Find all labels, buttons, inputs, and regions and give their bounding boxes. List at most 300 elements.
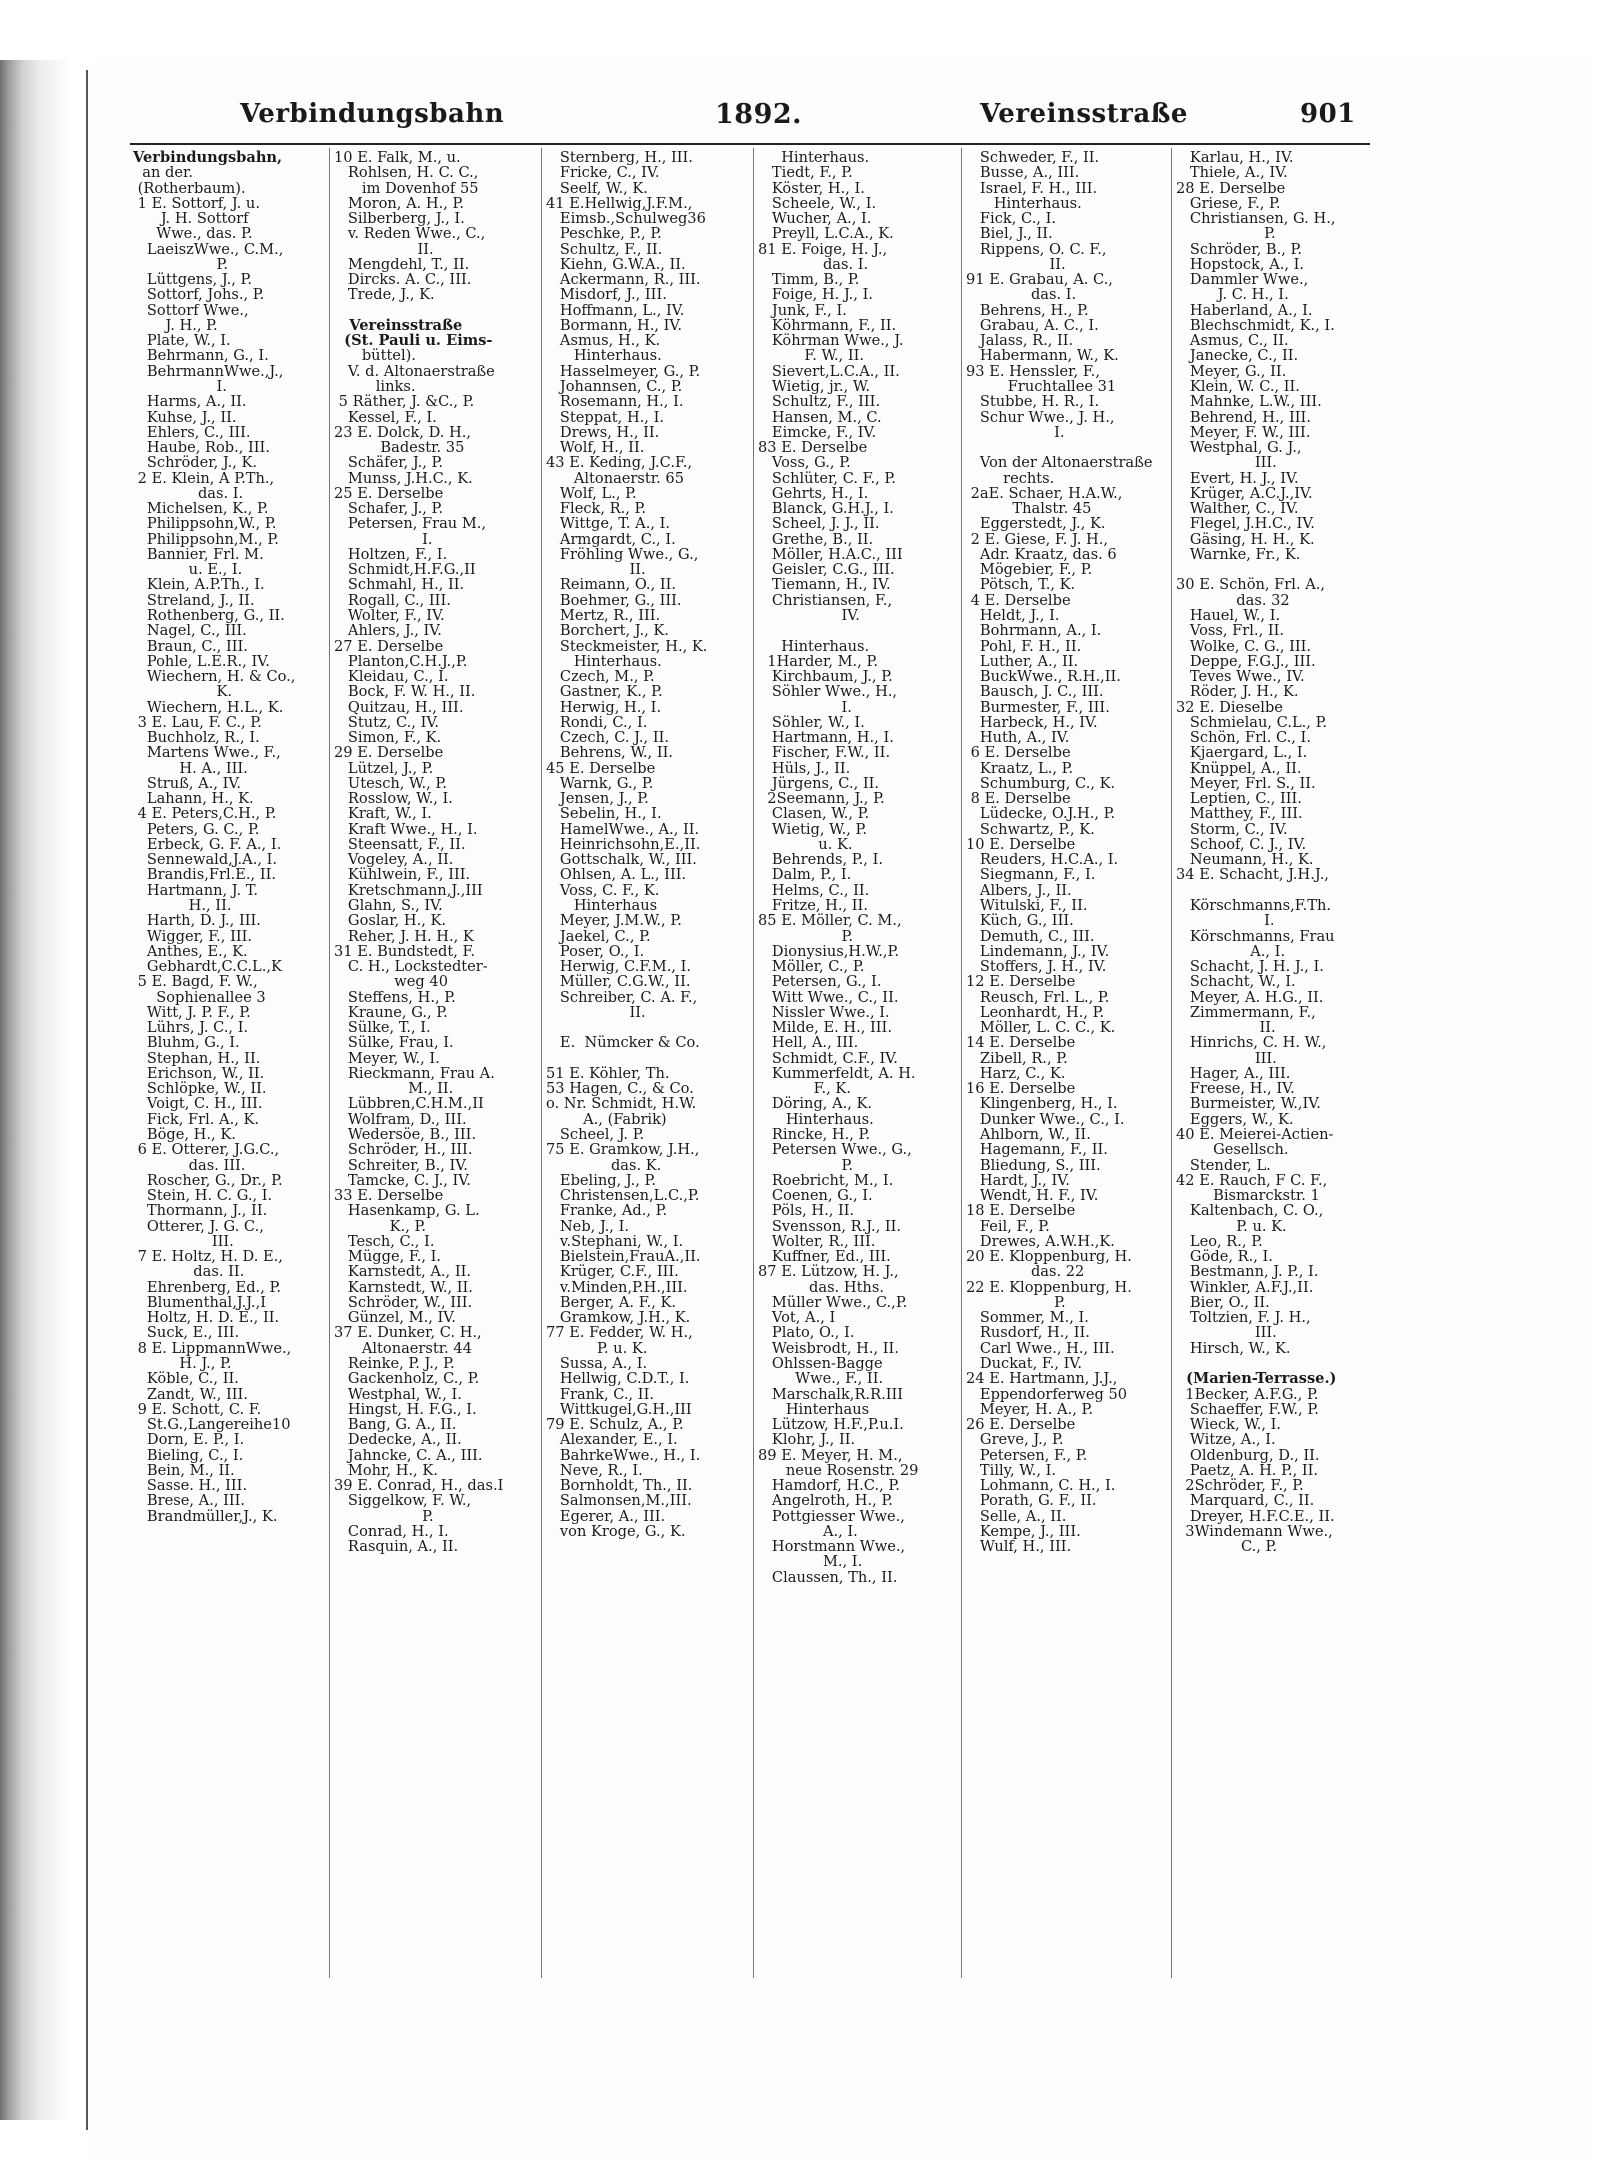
directory-line: das. I. (758, 255, 869, 273)
directory-line: Stubbe, H. R., I. (966, 393, 1100, 411)
directory-line: Meyer, F. W., III. (1176, 423, 1311, 441)
directory-line: 33 E. Derselbe (334, 1187, 444, 1205)
directory-line: Petersen Wwe., G., (758, 1141, 912, 1159)
directory-line: Badestr. 35 (334, 439, 465, 457)
directory-line: Hinterhaus. (758, 637, 870, 655)
directory-line: II. (1176, 1019, 1276, 1037)
directory-line: Borchert, J., K. (546, 622, 669, 640)
directory-line: Kraft Wwe., H., I. (334, 820, 478, 838)
directory-line: 91 E. Grabau, A. C., (966, 271, 1113, 289)
directory-line: Schafer, J., P. (334, 500, 444, 518)
directory-line: Meyer, W., I. (334, 1049, 440, 1067)
directory-line: 89 E. Meyer, H. M., (758, 1446, 903, 1464)
directory-line (546, 1051, 734, 1066)
directory-line: Thalstr. 45 (966, 500, 1092, 518)
directory-line: Sülke, T., I. (334, 1019, 431, 1037)
directory-line: Wolter, F., IV. (334, 606, 445, 624)
directory-line: Pöls, H., II. (758, 1202, 855, 1220)
directory-line: Hinterhaus. (966, 194, 1082, 212)
directory-line: Quitzau, H., III. (334, 698, 464, 716)
directory-line: Simon, F., K. (334, 729, 442, 747)
directory-line: Rohlsen, H. C. C., (334, 164, 479, 182)
directory-line: F., K. (758, 1080, 851, 1098)
directory-line: Reuders, H.C.A., I. (966, 851, 1119, 869)
directory-line: 53 Hagen, C., & Co. (546, 1080, 694, 1098)
directory-line: Wolter, R., III. (758, 1232, 876, 1250)
directory-line: Deppe, F.G.J., III. (1176, 652, 1316, 670)
directory-line: 41 E.Hellwig,J.F.M., (546, 194, 693, 212)
directory-line: Armgardt, C., I. (546, 530, 676, 548)
directory-line: Günzel, M., IV. (334, 1309, 456, 1327)
directory-line: Wigger, F., III. (133, 927, 252, 945)
directory-line: Krüger, A.C.J.,IV. (1176, 484, 1313, 502)
directory-line: Salmonsen,M.,III. (546, 1492, 692, 1510)
directory-line: 23 E. Dolck, D. H., (334, 423, 472, 441)
directory-line: Pohl, F. H., II. (966, 637, 1082, 655)
directory-line: BuckWwe., R.H.,II. (966, 668, 1121, 686)
directory-line: Kraft, W., I. (334, 805, 432, 823)
directory-line: Köble, C., II. (133, 1370, 239, 1388)
directory-line: Feil, F., P. (966, 1217, 1050, 1235)
directory-line: Scheele, W., I. (758, 194, 877, 212)
directory-line: Harbeck, H., IV. (966, 713, 1098, 731)
directory-line: Gehrts, H., I. (758, 484, 869, 502)
directory-line: Braun, C., III. (133, 637, 248, 655)
directory-line: 31 E. Bundstedt, F. (334, 942, 475, 960)
directory-line: 37 E. Dunker, C. H., (334, 1324, 482, 1342)
directory-line: M., II. (334, 1080, 454, 1098)
column-divider (961, 148, 962, 1978)
directory-line: Selle, A., II. (966, 1507, 1067, 1525)
directory-line: Sennewald,J.A., I. (133, 851, 278, 869)
directory-line: Sophienallee 3 (133, 988, 266, 1006)
directory-line: Von der Altonaerstraße (966, 454, 1153, 472)
directory-line: Neb, J., I. (546, 1217, 629, 1235)
directory-line: Bormann, H., IV. (546, 316, 683, 334)
directory-line: Kraatz, L., P. (966, 759, 1074, 777)
directory-line: Göde, R., I. (1176, 1248, 1273, 1266)
directory-line: Hansen, M., C. (758, 408, 882, 426)
directory-line: Roscher, G., Dr., P. (133, 1171, 283, 1189)
directory-line: Neve, R., I. (546, 1461, 643, 1479)
directory-line: Jalass, R., II. (966, 332, 1074, 350)
column-3 (546, 150, 734, 1980)
directory-line: Marschalk,R.R.III (758, 1385, 903, 1403)
directory-line: Clasen, W., P. (758, 805, 870, 823)
directory-line: Geisler, C.G., III. (758, 561, 895, 579)
directory-line: Plate, W., I. (133, 332, 231, 350)
directory-line: Dorn, E. P., I. (133, 1431, 245, 1449)
directory-line: Peschke, P., P. (546, 225, 662, 243)
directory-line: Dammler Wwe., (1176, 271, 1309, 289)
directory-line: Dionysius,H.W.,P. (758, 942, 899, 960)
directory-line: C., P. (1176, 1538, 1278, 1556)
directory-line: Schröder, H., III. (334, 1141, 473, 1159)
directory-line: Habermann, W., K. (966, 347, 1119, 365)
directory-line: Böge, H., K. (133, 1126, 236, 1143)
directory-line: Vot, A., I (758, 1309, 836, 1327)
directory-line: Eimsb.,Schulweg36 (546, 210, 706, 228)
directory-line: Kretschmann,J.,III (334, 881, 483, 899)
directory-line: Kjaergard, L., I. (1176, 744, 1308, 762)
directory-line: Claussen, Th., II. (758, 1568, 898, 1586)
directory-line: Reinke, P. J., P. (334, 1354, 455, 1372)
directory-line: HamelWwe., A., II. (546, 820, 700, 838)
directory-line: Leonhardt, H., P. (966, 1003, 1105, 1021)
directory-line: Blechschmidt, K., I. (1176, 316, 1335, 334)
header-year: 1892. (715, 99, 803, 130)
directory-line: Altonaerstr. 65 (546, 469, 684, 487)
directory-line: P. (758, 927, 854, 945)
directory-line: Horstmann Wwe., (758, 1538, 906, 1556)
directory-line: Schreiber, C. A. F., (546, 988, 698, 1006)
directory-line: Kuhse, J., II. (133, 408, 237, 426)
directory-line: Streland, J., II. (133, 591, 255, 609)
directory-line: Herwig, H., I. (546, 698, 662, 716)
directory-line: F. W., II. (758, 347, 865, 365)
directory-line: Blanck, G.H.J., I. (758, 500, 894, 518)
directory-line: 7 E. Holtz, H. D. E., (133, 1248, 283, 1266)
directory-line: 4 E. Peters,C.H., P. (133, 805, 277, 823)
directory-line: II. (546, 561, 646, 579)
header-page-number: 901 (1300, 99, 1356, 129)
directory-line: neue Rosenstr. 29 (758, 1461, 919, 1479)
directory-line: Brandis,Frl.E., II. (133, 866, 277, 884)
directory-line: Ahlers, J., IV. (334, 622, 442, 640)
directory-line: Erichson, W., II. (133, 1064, 265, 1082)
directory-line: Pottgiesser Wwe., (758, 1507, 905, 1525)
directory-line: 24 E. Hartmann, J.J., (966, 1370, 1118, 1388)
directory-line: Stender, L. (1176, 1156, 1271, 1174)
directory-line: Kirchbaum, J., P. (758, 668, 893, 686)
directory-line: Hamdorf, H.C., P. (758, 1477, 900, 1495)
directory-line: Röder, J. H., K. (1176, 683, 1299, 701)
directory-line: Voss, Frl., II. (1176, 622, 1285, 640)
directory-line: Fick, C., I. (966, 210, 1056, 228)
directory-line: 1Harder, M., P. (758, 652, 878, 670)
directory-line: Dedecke, A., II. (334, 1431, 462, 1449)
directory-line: Thiele, A., IV. (1176, 164, 1288, 182)
directory-line: Bieling, C., I. (133, 1446, 244, 1464)
directory-line: Meyer, A. H.G., II. (1176, 988, 1324, 1006)
directory-line: P. (758, 1156, 854, 1174)
column-4 (758, 150, 946, 1980)
directory-line: Seelf, W., K. (546, 179, 648, 197)
directory-line: Pohle, L.E.R., IV. (133, 652, 270, 670)
directory-line: Fischer, F.W., II. (758, 744, 891, 762)
directory-line: Bannier, Frl. M. (133, 545, 264, 563)
directory-line: Schoof, C. J., IV. (1176, 835, 1307, 853)
directory-line: C. H., Lockstedter- (334, 958, 488, 976)
directory-line: Reimann, O., II. (546, 576, 677, 594)
directory-line: 12 E. Derselbe (966, 973, 1076, 991)
directory-line: Hoffmann, L., IV. (546, 301, 685, 319)
directory-line: II. (334, 240, 434, 258)
directory-line: das. 32 (1176, 591, 1290, 609)
directory-line: 43 E. Keding, J.C.F., (546, 454, 693, 472)
directory-line: Poser, O., I. (546, 942, 645, 960)
directory-line: Bornholdt, Th., II. (546, 1477, 693, 1495)
directory-line: Witt Wwe., C., II. (758, 988, 899, 1006)
directory-line: Struß, A., IV. (133, 774, 242, 792)
directory-line: 8 E. LippmannWwe., (133, 1339, 292, 1357)
directory-line: Dircks. A. C., III. (334, 271, 472, 289)
directory-line: Ehlers, C., III. (133, 423, 251, 441)
directory-line: Meyer, Frl. S., II. (1176, 774, 1316, 792)
directory-line: Sottorf Wwe., (133, 301, 249, 319)
directory-line: Sottorf, Johs., P. (133, 286, 265, 304)
directory-line: Grabau, A. C., I. (966, 316, 1099, 334)
directory-line: Voss, G., P. (758, 454, 851, 472)
directory-line: J. C. H., I. (1176, 286, 1289, 304)
directory-line: Ebeling, J., P. (546, 1171, 657, 1189)
directory-line: Wolf, H., II. (546, 439, 645, 457)
directory-line: das. Hths. (758, 1278, 884, 1296)
directory-line (546, 1020, 734, 1035)
directory-line: Bestmann, J. P., I. (1176, 1263, 1319, 1281)
directory-line: Westphal, W., I. (334, 1385, 462, 1403)
directory-line: Rincke, H., P. (758, 1126, 871, 1143)
directory-line: Wucher, A., I. (758, 210, 872, 228)
directory-line: Duckat, F., IV. (966, 1354, 1083, 1372)
directory-line: Hartmann, J. T. (133, 881, 259, 899)
directory-line: Preyll, L.C.A., K. (758, 225, 894, 243)
directory-line: 51 E. Köhler, Th. (546, 1064, 670, 1082)
directory-line: Conrad, H., I. (334, 1522, 449, 1540)
directory-line: Planton,C.H.J.,P. (334, 652, 468, 670)
column-2 (334, 150, 522, 1980)
directory-line: 77 E. Fedder, W. H., (546, 1324, 693, 1342)
directory-line: Jaekel, C., P. (546, 927, 651, 945)
directory-line: Tiemann, H., IV. (758, 576, 891, 594)
directory-line: I. (966, 423, 1065, 441)
directory-line: Ohlsen, A. L., III. (546, 866, 687, 884)
directory-line: Stutz, C., IV. (334, 713, 439, 731)
directory-line: Kleidau, C., I. (334, 668, 449, 686)
directory-line: Ohlssen-Bagge (758, 1354, 883, 1372)
directory-line: Burmeister, W.,IV. (1176, 1095, 1321, 1113)
directory-line: III. (1176, 1324, 1277, 1342)
directory-line: Wietig, W., P. (758, 820, 867, 838)
directory-line: E. Nümcker & Co. (546, 1034, 700, 1052)
directory-line: Behrens, H., P. (966, 301, 1089, 319)
directory-line: Sasse. H., III. (133, 1477, 248, 1495)
directory-line: Schön, Frl. C., I. (1176, 729, 1311, 747)
directory-line: I. (758, 698, 852, 716)
directory-line: III. (133, 1232, 234, 1250)
directory-line: 87 E. Lützow, H. J., (758, 1263, 899, 1281)
directory-line: Rosslow, W., I. (334, 790, 453, 808)
directory-line: Fröhling Wwe., G., (546, 545, 699, 563)
directory-line: Herwig, C.F.M., I. (546, 958, 692, 976)
directory-line: Winkler, A.F.J.,II. (1176, 1278, 1314, 1296)
directory-line: u. K. (758, 835, 853, 853)
directory-line: Otterer, J. G. C., (133, 1217, 264, 1235)
directory-line: K., P. (334, 1217, 426, 1235)
directory-line: 75 E. Gramkow, J.H., (546, 1141, 700, 1159)
directory-line: Hardt, J., IV. (966, 1171, 1070, 1189)
directory-line: das. K. (546, 1156, 662, 1174)
directory-line: Storm, C., IV. (1176, 820, 1288, 838)
directory-line: Tilly, W., I. (966, 1461, 1057, 1479)
directory-line: Eppendorferweg 50 (966, 1385, 1128, 1403)
directory-line: Berger, A. F., K. (546, 1293, 677, 1311)
directory-line: Bismarckstr. 1 (1176, 1187, 1320, 1205)
directory-line (1176, 883, 1364, 898)
directory-line: Körschmanns,F.Th. (1176, 897, 1331, 915)
directory-line: Möller, C., P. (758, 958, 865, 976)
directory-line: Mahnke, L.W., III. (1176, 393, 1322, 411)
directory-line: Schmahl, H., II. (334, 576, 465, 594)
column-divider (541, 148, 542, 1978)
header-rule (130, 143, 1370, 145)
directory-line: Haberland, A., I. (1176, 301, 1313, 319)
directory-line: 6 E. Derselbe (966, 744, 1071, 762)
directory-line: Küch, G., III. (966, 912, 1074, 930)
directory-line: 30 E. Schön, Frl. A., (1176, 576, 1326, 594)
column-divider (753, 148, 754, 1978)
directory-line: Köhrman Wwe., J. (758, 332, 904, 350)
directory-line: Drews, H., II. (546, 423, 660, 441)
directory-line: 1 E. Sottorf, J. u. (133, 194, 260, 212)
directory-line: Gackenholz, C., P. (334, 1370, 480, 1388)
directory-line: Klohr, J., II. (758, 1431, 856, 1449)
directory-line: Schreiter, B., IV. (334, 1156, 468, 1174)
directory-line: Grethe, B., II. (758, 530, 874, 548)
directory-line: A., I. (758, 1522, 858, 1540)
directory-line: A., I. (1176, 942, 1286, 960)
directory-line: Lahann, H., K. (133, 790, 254, 808)
directory-line: Buchholz, R., I. (133, 729, 260, 747)
directory-line: Schlöpke, W., II. (133, 1080, 267, 1098)
directory-line: Nissler Wwe., I. (758, 1003, 890, 1021)
column-6 (1176, 150, 1364, 1980)
directory-line: Neumann, H., K. (1176, 851, 1314, 869)
directory-line: Mengdehl, T., II. (334, 255, 470, 273)
directory-line: Kühlwein, F., III. (334, 866, 471, 884)
directory-line: Behrens, W., II. (546, 744, 673, 762)
directory-line: Czech, C. J., II. (546, 729, 669, 747)
directory-line: 34 E. Schacht, J.H.J., (1176, 866, 1329, 884)
header-right-street: Vereinsstraße (980, 99, 1188, 129)
directory-line: Harz, C., K. (966, 1064, 1066, 1082)
directory-line: Helms, C., II. (758, 881, 870, 899)
directory-line: 4 E. Derselbe (966, 591, 1071, 609)
directory-line (1176, 1356, 1364, 1371)
directory-line: Gebhardt,C.C.L.,K (133, 958, 282, 976)
directory-line: Weisbrodt, H., II. (758, 1339, 899, 1357)
directory-line: 2Schröder, F., P. (1176, 1477, 1304, 1495)
directory-line: Schur Wwe., J. H., (966, 408, 1115, 426)
directory-line: Behrends, P., I. (758, 851, 883, 869)
directory-line: 2 E. Giese, F. J. H., (966, 530, 1108, 548)
directory-line: Nagel, C., III. (133, 622, 247, 640)
page-binding-shadow (0, 60, 70, 2120)
directory-line: 20 E. Kloppenburg, H. (966, 1248, 1132, 1266)
directory-line: Schröder, W., III. (334, 1293, 473, 1311)
directory-line: Fick, Frl. A., K. (133, 1110, 260, 1128)
directory-line: Hagemann, F., II. (966, 1141, 1108, 1159)
directory-line: Dalm, P., I. (758, 866, 852, 884)
directory-line: Tesch, C., I. (334, 1232, 435, 1250)
directory-line: Toltzien, F. J. H., (1176, 1309, 1311, 1327)
directory-line: Blumenthal,J.J.,I (133, 1293, 266, 1311)
directory-line: Ehrenberg, Ed., P. (133, 1278, 281, 1296)
column-divider (329, 148, 330, 1978)
directory-line: I. (1176, 912, 1275, 930)
directory-line: III. (1176, 1049, 1277, 1067)
directory-line: Lübbren,C.H.M.,II (334, 1095, 484, 1113)
directory-line: Krüger, C.F., III. (546, 1263, 679, 1281)
directory-line: Stein, H. C. G., I. (133, 1187, 273, 1205)
directory-line: Söhler Wwe., H., (758, 683, 898, 701)
directory-line: Reusch, Frl. L., P. (966, 988, 1110, 1006)
directory-line: Gesellsch. (1176, 1141, 1289, 1159)
directory-line: Kessel, F., I. (334, 408, 437, 426)
directory-line: Körschmanns, Frau (1176, 927, 1335, 945)
directory-line: Klein, A.P.Th., I. (133, 576, 265, 594)
directory-line: Schaeffer, F.W., P. (1176, 1400, 1319, 1418)
directory-line: H. A., III. (133, 759, 248, 777)
directory-line: Fruchtallee 31 (966, 377, 1117, 395)
directory-line: Wolf, L., P. (546, 484, 637, 502)
directory-line: Schultz, F., II. (546, 240, 663, 258)
directory-line: Reher, J. H. H., K (334, 927, 474, 945)
directory-line: P. (1176, 225, 1276, 243)
directory-line: Stoffers, J. H., IV. (966, 958, 1107, 976)
directory-line: Bang, G. A., II. (334, 1416, 457, 1434)
directory-line: Wwe., das. P. (133, 225, 253, 243)
directory-line (1176, 562, 1364, 577)
directory-line: Voigt, C. H., III. (133, 1095, 263, 1113)
directory-line: Fricke, C., IV. (546, 164, 660, 182)
directory-line: Demuth, C., III. (966, 927, 1095, 945)
directory-line: Gastner, K., P. (546, 683, 663, 701)
directory-line: Rippens, O. C. F., (966, 240, 1107, 258)
directory-line (334, 303, 522, 318)
directory-line: Teves Wwe., IV. (1176, 668, 1305, 686)
directory-line: 6 E. Otterer, J.G.C., (133, 1141, 280, 1159)
directory-line: 5 Räther, J. &C., P. (334, 393, 475, 411)
directory-line: Kummerfeldt, A. H. (758, 1064, 916, 1082)
directory-line: III. (1176, 454, 1277, 472)
directory-line: Schwartz, P., K. (966, 820, 1095, 838)
directory-line: v. Reden Wwe., C., (334, 225, 486, 243)
directory-line: Schmielau, C.L., P. (1176, 713, 1328, 731)
directory-line: 85 E. Möller, C. M., (758, 912, 902, 930)
directory-line: 81 E. Foige, H. J., (758, 240, 888, 258)
directory-line: Lindemann, J., IV. (966, 942, 1110, 960)
directory-line: Bielstein,FrauA.,II. (546, 1248, 701, 1266)
directory-line: Bier, O., II. (1176, 1293, 1270, 1311)
directory-line: Bliedung, S., III. (966, 1156, 1101, 1174)
directory-line: Gäsing, H. H., K. (1176, 530, 1315, 548)
directory-line: Hellwig, C.D.T., I. (546, 1370, 690, 1388)
directory-line: Sussa, A., I. (546, 1354, 648, 1372)
directory-line: Hirsch, W., K. (1176, 1339, 1291, 1357)
directory-line: Ahlborn, W., II. (966, 1126, 1091, 1143)
directory-line: Mügge, F., I. (334, 1248, 442, 1266)
directory-line: Schlüter, C. F., P. (758, 469, 896, 487)
directory-line: Rieckmann, Frau A. (334, 1064, 495, 1082)
directory-line: I. (133, 377, 227, 395)
directory-line: Petersen, G., I. (758, 973, 882, 991)
directory-line: Warnke, Fr., K. (1176, 545, 1301, 563)
directory-line: Wulf, H., III. (966, 1538, 1072, 1556)
directory-line: an der. (133, 164, 194, 182)
directory-line: 40 E. Meierei-Actien- (1176, 1126, 1334, 1143)
directory-line: büttel). (334, 347, 416, 365)
